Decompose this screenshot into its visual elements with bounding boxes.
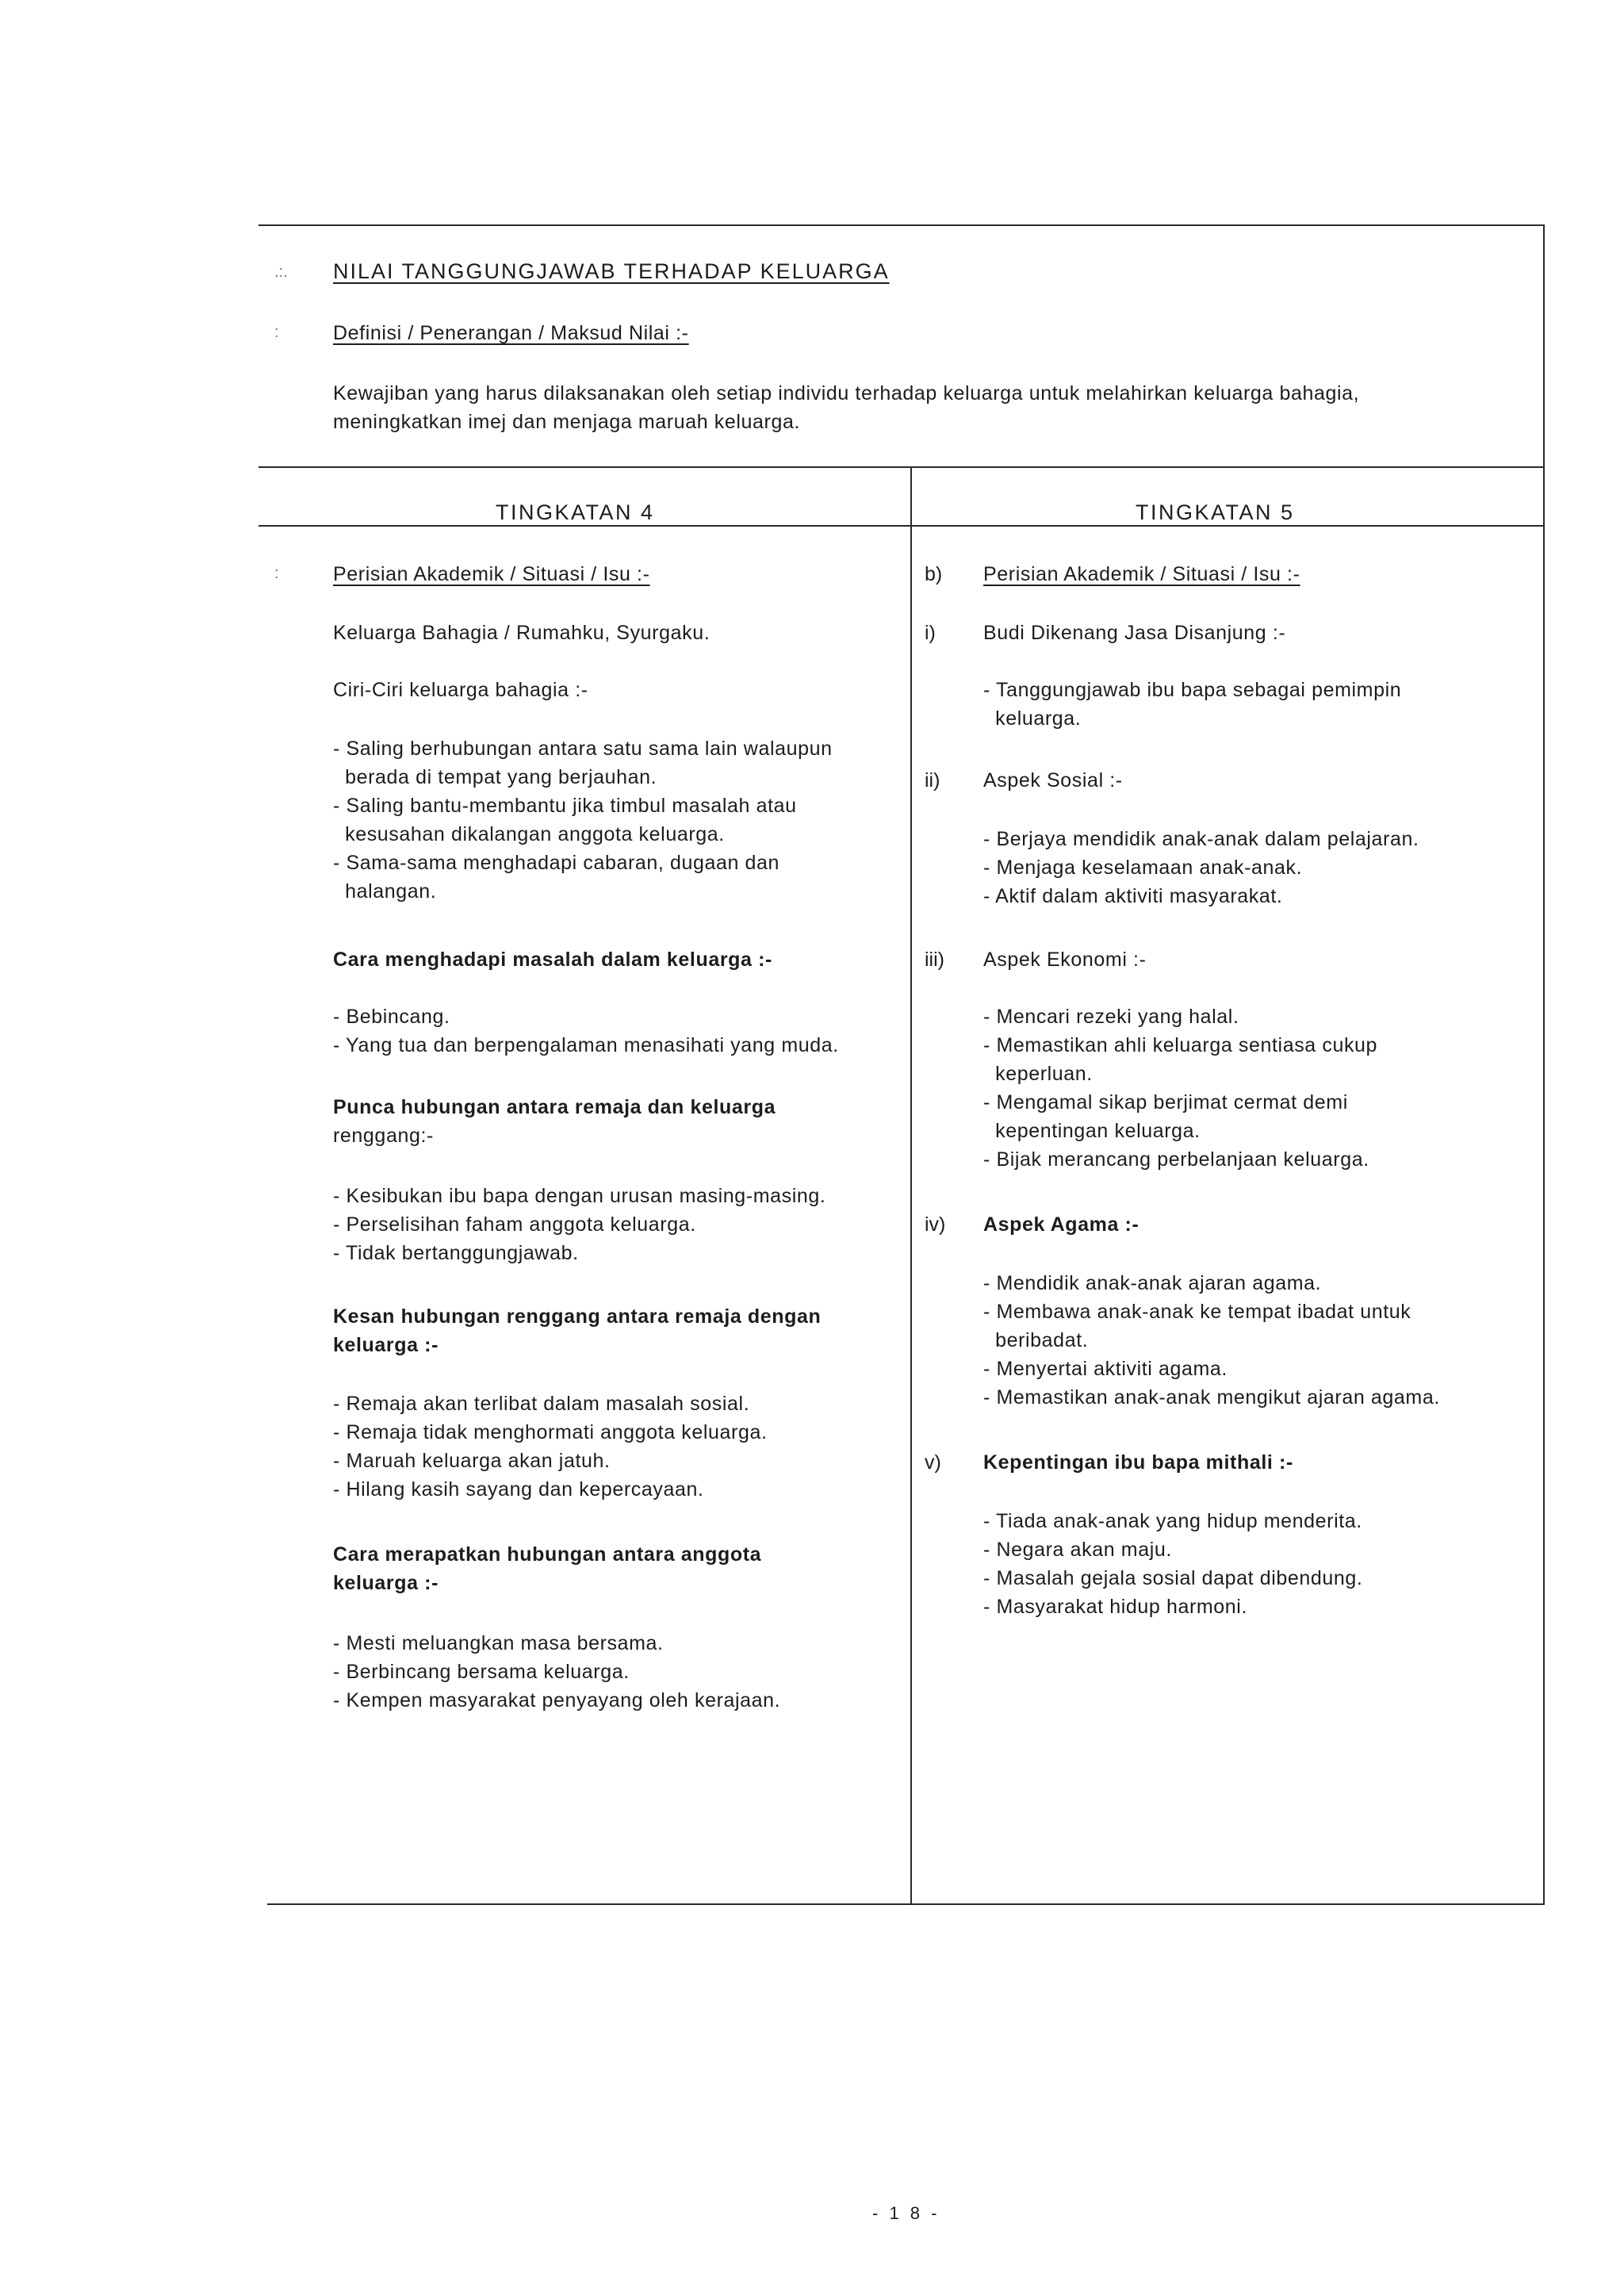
list-item: - Mendidik anak-anak ajaran agama. <box>983 1272 1322 1294</box>
list-item: - Bebincang. <box>333 1006 450 1028</box>
frame-right-rule <box>1543 224 1545 1903</box>
aspect-marker: ii) <box>925 769 940 792</box>
list-item: - Bijak merancang perbelanjaan keluarga. <box>983 1148 1369 1171</box>
left-heading: Perisian Akademik / Situasi / Isu :- <box>333 563 650 585</box>
list-item: - Saling bantu-membantu jika timbul masalah atau <box>333 795 797 817</box>
list-item: kesusahan dikalangan anggota keluarga. <box>333 823 725 845</box>
list-item: - Masalah gejala sosial dapat dibendung. <box>983 1567 1363 1589</box>
header-top-rule <box>259 466 1545 468</box>
column-divider <box>910 466 912 1903</box>
right-heading: Perisian Akademik / Situasi / Isu :- <box>983 563 1300 585</box>
aspect-marker: iv) <box>925 1213 946 1236</box>
aspect-marker: v) <box>925 1451 941 1474</box>
block-title: Punca hubungan antara remaja dan keluarga <box>333 1096 776 1118</box>
block-title: Kesan hubungan renggang antara remaja dengan <box>333 1305 822 1328</box>
list-item: - Kempen masyarakat penyayang oleh kerajaan. <box>333 1689 781 1711</box>
list-item: - Tidak bertanggungjawab. <box>333 1242 579 1264</box>
list-item: - Berbincang bersama keluarga. <box>333 1661 630 1683</box>
aspect-title: Kepentingan ibu bapa mithali :- <box>983 1451 1293 1474</box>
block-title: Cara merapatkan hubungan antara anggota <box>333 1543 762 1566</box>
aspect-marker: i) <box>925 622 936 644</box>
definition-heading: Definisi / Penerangan / Maksud Nilai :- <box>333 322 689 344</box>
definition-marker: : <box>274 324 279 341</box>
list-item: kepentingan keluarga. <box>983 1120 1201 1142</box>
aspect-title: Aspek Ekonomi :- <box>983 949 1147 971</box>
list-item: - Mengamal sikap berjimat cermat demi <box>983 1091 1348 1114</box>
list-item: - Masyarakat hidup harmoni. <box>983 1596 1248 1618</box>
block-title: keluarga :- <box>333 1572 439 1594</box>
header-bottom-rule <box>259 525 1545 527</box>
list-item: - Aktif dalam aktiviti masyarakat. <box>983 885 1283 907</box>
frame-top-rule <box>259 224 1545 226</box>
list-item: - Menyertai aktiviti agama. <box>983 1358 1228 1380</box>
aspect-title: Budi Dikenang Jasa Disanjung :- <box>983 622 1286 644</box>
page-number: - 1 8 - <box>872 2203 940 2223</box>
right-heading-marker: b) <box>925 563 943 585</box>
list-item: - Membawa anak-anak ke tempat ibadat untuk <box>983 1301 1411 1323</box>
block-title: keluarga :- <box>333 1334 439 1356</box>
list-item: - Menjaga keselamaan anak-anak. <box>983 857 1303 879</box>
list-item: - Mesti meluangkan masa bersama. <box>333 1632 664 1654</box>
list-item: - Yang tua dan berpengalaman menasihati yang muda. <box>333 1034 839 1056</box>
list-item: keluarga. <box>983 707 1082 730</box>
list-item: halangan. <box>333 880 437 903</box>
list-item: beribadat. <box>983 1329 1089 1351</box>
list-item: - Mencari rezeki yang halal. <box>983 1006 1239 1028</box>
left-topic: Keluarga Bahagia / Rumahku, Syurgaku. <box>333 622 710 644</box>
left-column-header: TINGKATAN 4 <box>496 500 655 524</box>
section-marker: .:. <box>274 263 288 281</box>
left-heading-marker: : <box>274 565 279 582</box>
list-item: - Sama-sama menghadapi cabaran, dugaan dan <box>333 852 780 874</box>
list-item: - Berjaya mendidik anak-anak dalam pelajaran. <box>983 828 1419 850</box>
list-item: keperluan. <box>983 1063 1093 1085</box>
right-column-header: TINGKATAN 5 <box>1136 500 1295 524</box>
list-item: - Memastikan anak-anak mengikut ajaran agama. <box>983 1386 1440 1409</box>
aspect-title: Aspek Agama :- <box>983 1213 1139 1236</box>
list-item: - Remaja tidak menghormati anggota keluarga. <box>333 1421 768 1443</box>
frame-bottom-rule <box>267 1903 1545 1905</box>
list-item: - Hilang kasih sayang dan kepercayaan. <box>333 1478 704 1501</box>
list-item: - Tiada anak-anak yang hidup menderita. <box>983 1510 1362 1532</box>
block-title: renggang:- <box>333 1125 434 1147</box>
list-item: - Remaja akan terlibat dalam masalah sosial. <box>333 1393 750 1415</box>
definition-line: Kewajiban yang harus dilaksanakan oleh setiap individu terhadap keluarga untuk melahirkan keluarga bahagia, <box>333 382 1360 404</box>
definition-line: meningkatkan imej dan menjaga maruah keluarga. <box>333 411 801 433</box>
list-item: - Saling berhubungan antara satu sama lain walaupun <box>333 738 833 760</box>
list-item: - Memastikan ahli keluarga sentiasa cukup <box>983 1034 1378 1056</box>
list-item: - Negara akan maju. <box>983 1539 1172 1561</box>
aspect-marker: iii) <box>925 949 944 971</box>
block-title: Ciri-Ciri keluarga bahagia :- <box>333 679 588 701</box>
section-title: NILAI TANGGUNGJAWAB TERHADAP KELUARGA <box>333 259 890 283</box>
aspect-title: Aspek Sosial :- <box>983 769 1123 792</box>
list-item: - Maruah keluarga akan jatuh. <box>333 1450 611 1472</box>
list-item: - Perselisihan faham anggota keluarga. <box>333 1213 696 1236</box>
list-item: - Kesibukan ibu bapa dengan urusan masing-masing. <box>333 1185 826 1207</box>
block-title: Cara menghadapi masalah dalam keluarga :- <box>333 949 772 971</box>
list-item: - Tanggungjawab ibu bapa sebagai pemimpin <box>983 679 1402 701</box>
list-item: berada di tempat yang berjauhan. <box>333 766 657 788</box>
